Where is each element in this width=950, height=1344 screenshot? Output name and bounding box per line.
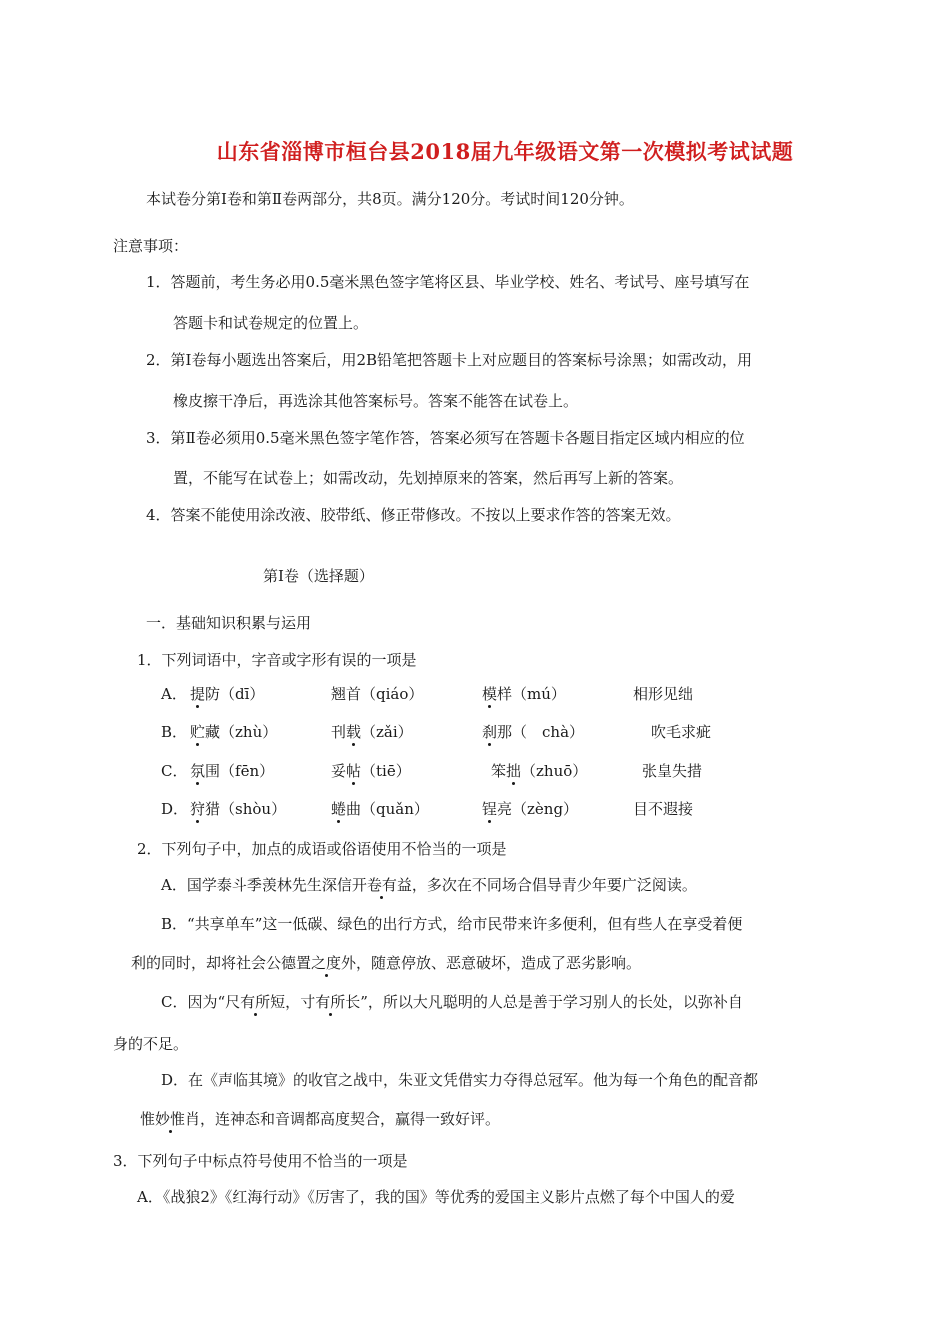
q2-option-c-line-1: C．因为“尺有所短，寸有所长”，所以大凡聪明的人总是善于学习别人的长处，以弥补自 — [161, 993, 743, 1011]
q1-option-c-word-2: 妥帖（tiē） — [331, 762, 411, 780]
q2-option-c-line-2: 身的不足。 — [113, 1035, 189, 1053]
q1-option-a-word-1: 提防（dī） — [190, 685, 265, 703]
q1-option-b-word-1: 贮藏（zhù） — [190, 723, 278, 741]
q1-option-d-word-3: 锃亮（zèng） — [482, 800, 579, 818]
q1-option-b-word-4: 吹毛求疵 — [651, 723, 712, 741]
intro-text: 本试卷分第Ⅰ卷和第Ⅱ卷两部分，共8页。满分120分。考试时间120分钟。 — [146, 190, 634, 208]
q1-option-c-word-4: 张皇失措 — [642, 762, 703, 780]
q2-option-b-line-1: B．“共享单车”这一低碳、绿色的出行方式，给市民带来许多便利，但有些人在享受着便 — [161, 915, 743, 933]
q1-option-a-word-4: 相形见绌 — [633, 685, 694, 703]
q1-option-a-word-2: 翘首（qiáo） — [331, 685, 424, 703]
q2-option-a: A．国学泰斗季羡林先生深信开卷有益，多次在不同场合倡导青少年要广泛阅读。 — [161, 876, 697, 894]
q1-option-a-word-3: 模样（mú） — [482, 685, 566, 703]
q1-option-b-word-2: 刊载（zǎi） — [331, 723, 413, 741]
q3-stem: 3．下列句子中标点符号使用不恰当的一项是 — [113, 1152, 408, 1170]
q1-option-d-word-2: 蜷曲（quǎn） — [331, 800, 429, 818]
q1-option-b-label: B． — [161, 723, 188, 741]
q1-option-d-word-1: 狩猎（shòu） — [190, 800, 287, 818]
notice-4-line-1: 4．答案不能使用涂改液、胶带纸、修正带修改。不按以上要求作答的答案无效。 — [146, 506, 681, 524]
notice-2-line-2: 橡皮擦干净后，再选涂其他答案标号。答案不能答在试卷上。 — [173, 392, 579, 410]
q1-stem: 1．下列词语中，字音或字形有误的一项是 — [137, 651, 417, 669]
notice-3-line-1: 3．第Ⅱ卷必须用0.5毫米黑色签字笔作答，答案必须写在答题卡各题目指定区域内相应的位 — [146, 429, 745, 447]
q3-option-a-line-1: A．《战狼2》《红海行动》《厉害了，我的国》等优秀的爱国主义影片点燃了每个中国人的爱 — [137, 1188, 735, 1206]
q1-option-d-word-4: 目不遐接 — [633, 800, 694, 818]
notice-2-line-1: 2．第Ⅰ卷每小题选出答案后，用2B铅笔把答题卡上对应题目的答案标号涂黑；如需改动，用 — [146, 351, 753, 369]
notice-3-line-2: 置，不能写在试卷上；如需改动，先划掉原来的答案，然后再写上新的答案。 — [173, 469, 684, 487]
q1-option-a-label: A． — [161, 685, 187, 703]
q1-option-b-word-3: 刹那（ chà） — [482, 723, 585, 741]
notice-1-line-2: 答题卡和试卷规定的位置上。 — [173, 314, 369, 332]
part-heading: 一．基础知识积累与运用 — [146, 614, 312, 632]
q1-option-d-label: D． — [161, 800, 189, 818]
notice-heading: 注意事项： — [113, 237, 189, 255]
q2-stem: 2．下列句子中，加点的成语或俗语使用不恰当的一项是 — [137, 840, 507, 858]
page-title: 山东省淄博市桓台县2018届九年级语文第一次模拟考试试题 — [216, 139, 794, 164]
notice-1-line-1: 1．答题前，考生务必用0.5毫米黑色签字笔将区县、毕业学校、姓名、考试号、座号填写在 — [146, 273, 750, 291]
section-title: 第Ⅰ卷（选择题） — [263, 567, 374, 585]
q2-option-b-line-2: 利的同时，却将社会公德置之度外，随意停放、恶意破坏，造成了恶劣影响。 — [131, 954, 642, 972]
q1-option-c-word-1: 氛围（fēn） — [190, 762, 275, 780]
q1-option-c-word-3: 笨拙（zhuō） — [491, 762, 588, 780]
q2-option-d-line-2: 惟妙惟肖，连神态和音调都高度契合，赢得一致好评。 — [140, 1110, 501, 1128]
q1-option-c-label: C． — [161, 762, 188, 780]
q2-option-d-line-1: D．在《声临其境》的收官之战中，朱亚文凭借实力夺得总冠军。他为每一个角色的配音都 — [161, 1071, 759, 1089]
